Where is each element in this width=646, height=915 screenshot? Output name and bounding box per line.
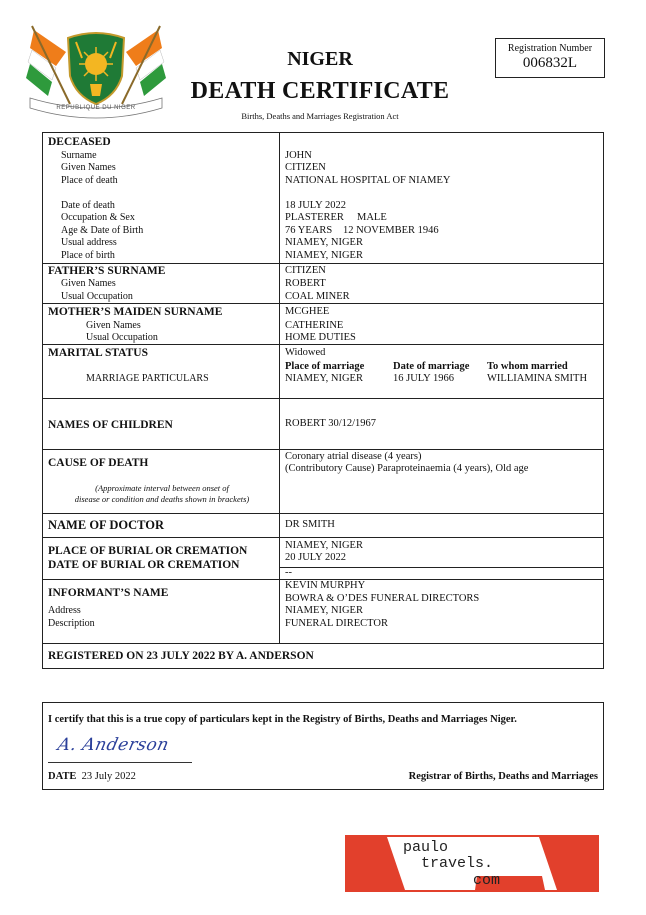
informant-address: NIAMEY, NIGER	[285, 605, 363, 616]
place-of-marriage-header: Place of marriage	[285, 361, 365, 372]
act-subtitle: Births, Deaths and Marriages Registration Act	[241, 111, 399, 121]
usual-address: NIAMEY, NIGER	[285, 237, 363, 248]
deceased-heading: DECEASED	[48, 136, 111, 148]
father-surname: CITIZEN	[285, 265, 326, 276]
marital-status: Widowed	[285, 347, 326, 358]
children-heading: NAMES OF CHILDREN	[48, 419, 173, 431]
mother-given-label: Given Names	[86, 320, 141, 331]
cause-note-line2: disease or condition and deaths shown in brackets)	[74, 494, 250, 504]
deceased-dob: 12 NOVEMBER 1946	[343, 225, 439, 236]
deceased-occupation: PLASTERER	[285, 212, 344, 223]
mother-heading: MOTHER’S MAIDEN SURNAME	[48, 306, 223, 318]
deceased-surname: JOHN	[285, 150, 312, 161]
doctor-heading: NAME OF DOCTOR	[48, 518, 164, 532]
burial-date: 20 JULY 2022	[285, 552, 346, 563]
burial-date-heading: DATE OF BURIAL OR CREMATION	[48, 559, 240, 571]
to-whom-married-header: To whom married	[487, 361, 568, 372]
usual-address-label: Usual address	[61, 237, 117, 248]
informant-address-label: Address	[48, 605, 81, 616]
age-dob-label: Age & Date of Birth	[61, 225, 144, 236]
informant-description: FUNERAL DIRECTOR	[285, 618, 388, 629]
burial-place-heading: PLACE OF BURIAL OR CREMATION	[48, 545, 248, 557]
burial-extra: --	[285, 567, 292, 578]
date-of-marriage: 16 JULY 1966	[393, 373, 454, 384]
father-occupation: COAL MINER	[285, 291, 350, 302]
place-of-marriage: NIAMEY, NIGER	[285, 373, 363, 384]
registration-number-label: Registration Number	[507, 43, 593, 54]
mother-occupation: HOME DUTIES	[285, 332, 356, 343]
spouse-name: WILLIAMINA SMITH	[487, 373, 588, 384]
registration-number-box	[495, 38, 605, 78]
logo-line-2: travels.	[421, 855, 494, 872]
signature-line	[48, 762, 192, 763]
row-separator	[43, 398, 603, 399]
place-of-death-label: Place of death	[61, 175, 118, 186]
row-separator-short	[280, 567, 603, 568]
cause-line-1: Coronary atrial disease (4 years)	[285, 451, 422, 462]
registrar-signature: A. Anderson	[55, 735, 171, 755]
row-separator	[43, 643, 603, 644]
cause-interval-note	[48, 483, 276, 505]
row-separator	[43, 537, 603, 538]
certify-date-value: 23 July 2022	[81, 771, 136, 782]
surname-label: Surname	[61, 150, 97, 161]
document-title: DEATH CERTIFICATE	[190, 78, 450, 104]
paulo-travels-logo	[345, 835, 599, 892]
date-of-marriage-header: Date of marriage	[393, 361, 470, 372]
certify-statement: I certify that this is a true copy of particulars kept in the Registry of Births, Deaths and Marriages Niger.	[48, 714, 517, 725]
informant-description-label: Description	[48, 618, 95, 629]
logo-line-3: com	[473, 872, 501, 889]
informant-organisation: BOWRA & O’DES FUNERAL DIRECTORS	[285, 593, 480, 604]
registered-line: REGISTERED ON 23 JULY 2022 BY A. ANDERSON	[48, 650, 314, 662]
row-separator	[43, 263, 603, 264]
coat-of-arms-motto: REPUBLIQUE DU NIGER	[56, 105, 136, 111]
marital-status-heading: MARITAL STATUS	[48, 347, 149, 359]
deceased-sex: MALE	[357, 212, 387, 223]
place-of-birth-label: Place of birth	[61, 250, 115, 261]
informant-heading: INFORMANT’S NAME	[48, 587, 169, 599]
place-of-birth: NIAMEY, NIGER	[285, 250, 363, 261]
occupation-sex-label: Occupation & Sex	[61, 212, 135, 223]
certify-date-label: DATE	[48, 771, 77, 782]
father-occupation-label: Usual Occupation	[61, 291, 133, 302]
date-of-death: 18 JULY 2022	[285, 200, 346, 211]
mother-occupation-label: Usual Occupation	[86, 332, 158, 343]
marriage-particulars-label: MARRIAGE PARTICULARS	[86, 373, 209, 384]
place-of-death: NATIONAL HOSPITAL OF NIAMEY	[285, 175, 451, 186]
father-heading: FATHER’S SURNAME	[48, 265, 166, 277]
informant-name: KEVIN MURPHY	[285, 580, 366, 591]
cause-line-2: (Contributory Cause) Paraproteinaemia (4 years), Old age	[285, 463, 529, 474]
registration-number: 006832L	[522, 55, 578, 71]
doctor-name: DR SMITH	[285, 519, 335, 530]
deceased-given-names: CITIZEN	[285, 162, 326, 173]
cause-of-death-heading: CAUSE OF DEATH	[48, 457, 149, 469]
certify-date	[48, 771, 136, 782]
mother-surname: MCGHEE	[285, 306, 330, 317]
deceased-age: 76 YEARS	[285, 225, 333, 236]
cause-note-line1: (Approximate interval between onset of	[95, 483, 229, 493]
row-separator	[43, 513, 603, 514]
father-given-names: ROBERT	[285, 278, 326, 289]
country-title: NIGER	[287, 48, 353, 70]
burial-place: NIAMEY, NIGER	[285, 540, 363, 551]
given-names-label: Given Names	[61, 162, 116, 173]
registrar-title: Registrar of Births, Deaths and Marriages	[408, 771, 598, 782]
children-names: ROBERT 30/12/1967	[285, 418, 377, 429]
father-given-label: Given Names	[61, 278, 116, 289]
mother-given-names: CATHERINE	[285, 320, 344, 331]
date-of-death-label: Date of death	[61, 200, 115, 211]
row-separator	[43, 449, 603, 450]
logo-line-1: paulo	[403, 839, 449, 856]
